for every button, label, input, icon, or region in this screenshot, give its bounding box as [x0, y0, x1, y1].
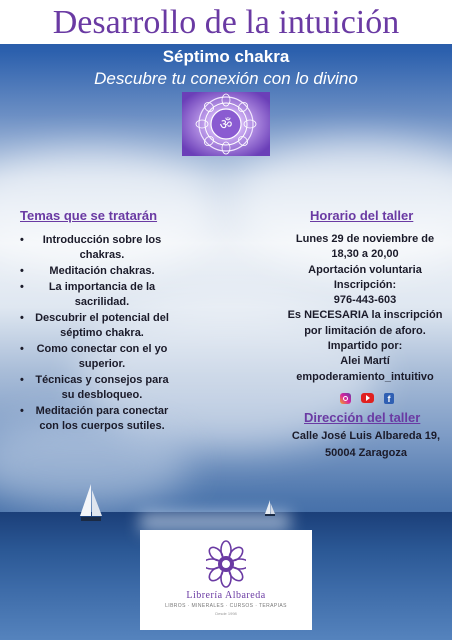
address-line: Calle José Luis Albareda 19, — [291, 430, 441, 442]
schedule-line: por limitación de aforo. — [304, 324, 426, 337]
list-item: • Como conectar con el yo superior. — [20, 342, 170, 372]
list-item: • Meditación para conectar con los cuerpos sutiles. — [20, 404, 170, 434]
list-item: • Descubrir el potencial del séptimo chakra. — [20, 311, 170, 341]
social-icons — [339, 391, 395, 405]
schedule-line: 18,30 a 20,00 — [331, 248, 399, 261]
svg-text:ॐ: ॐ — [219, 117, 233, 133]
sailboat-icon — [78, 484, 104, 526]
schedule-line: Es NECESARIA la inscripción — [287, 309, 443, 322]
facebook-icon[interactable]: f — [384, 393, 394, 404]
phone-number: 976-443-603 — [333, 294, 397, 307]
address-line: 50004 Zaragoza — [325, 447, 407, 459]
subtitle: Séptimo chakra — [162, 47, 290, 66]
schedule-block — [282, 232, 448, 385]
topics-list — [20, 233, 170, 435]
schedule-heading: Horario del taller — [310, 208, 414, 223]
list-item: • Introducción sobre los chakras. — [20, 233, 170, 263]
schedule-line: Inscripción: — [333, 278, 397, 291]
youtube-icon[interactable] — [361, 393, 374, 403]
logo-subtitle: LIBROS · MINERALES · CURSOS · TERAPIAS — [165, 603, 287, 609]
address-heading: Dirección del taller — [304, 410, 421, 425]
instagram-icon[interactable] — [340, 393, 351, 404]
list-item: • Meditación chakras. — [20, 264, 170, 279]
logo-card — [140, 530, 312, 630]
page-title: Desarrollo de la intuición — [52, 4, 400, 41]
schedule-line: Impartido por: — [327, 340, 403, 353]
social-handle: empoderamiento_intuitivo — [296, 370, 434, 383]
topics-heading: Temas que se tratarán — [20, 208, 158, 223]
list-item: • Técnicas y consejos para su desbloqueo. — [20, 373, 170, 403]
instructor-name: Alei Martí — [340, 355, 390, 368]
address-block — [284, 428, 448, 462]
crown-chakra-mandala-icon — [182, 92, 270, 156]
sailboat-icon — [264, 500, 276, 518]
schedule-line: Aportación voluntaria — [308, 263, 422, 276]
lotus-mandala-icon — [206, 540, 246, 588]
tagline: Descubre tu conexión con lo divino — [94, 69, 358, 88]
logo-name: Librería Albareda — [186, 590, 266, 601]
list-item: • La importancia de la sacrilidad. — [20, 280, 170, 310]
schedule-line: Lunes 29 de noviembre de — [295, 233, 435, 245]
logo-since: Desde 1998 — [215, 611, 237, 616]
